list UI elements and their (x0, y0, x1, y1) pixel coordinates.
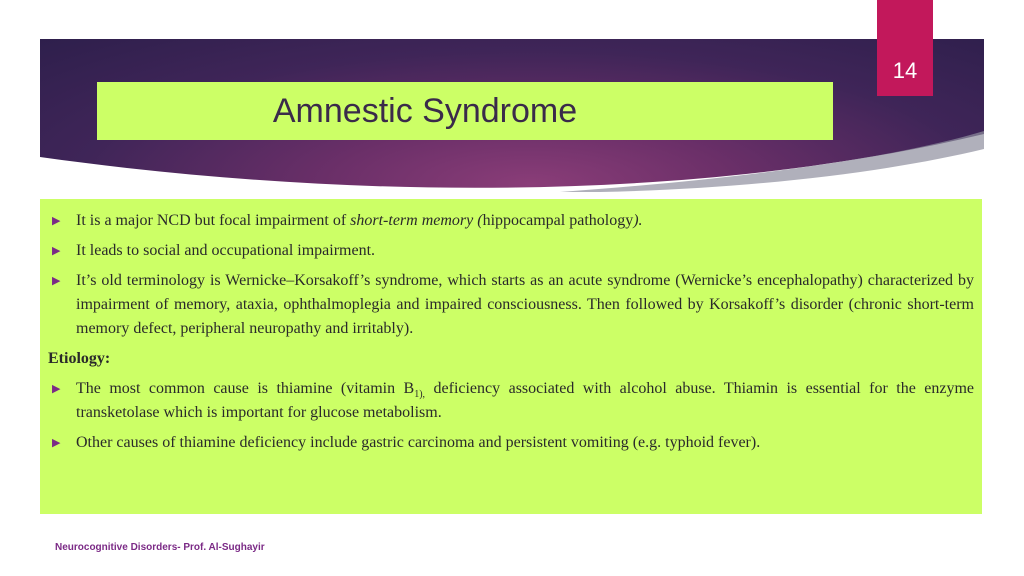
content-panel (40, 199, 982, 514)
bullet-text: It leads to social and occupational impairment. (76, 242, 376, 259)
bullet-text: It is a major NCD but focal impairment of short-term memory (hippocampal pathology). (76, 212, 643, 229)
bullet-item (48, 377, 974, 425)
bullet-text: Other causes of thiamine deficiency include gastric carcinoma and persistent vomiting (e.g. typhoid fever). (76, 434, 761, 451)
slide-number-text: 14 (892, 58, 918, 83)
triangle-right-icon: ▶ (52, 437, 61, 449)
triangle-right-icon: ▶ (52, 275, 61, 287)
bullet-item (48, 269, 974, 341)
title-box (97, 82, 833, 140)
bullet-item (48, 431, 974, 455)
bullet-item (48, 239, 974, 263)
slide-title: Amnestic Syndrome (272, 91, 578, 130)
triangle-right-icon: ▶ (52, 383, 61, 395)
bullet-item (48, 209, 974, 233)
bullet-text: It’s old terminology is Wernicke–Korsakoff’s syndrome, which starts as an acute syndrome (Wernicke’s encephalopathy) characterized by impairment of memory, ataxia, ophthalmoplegia and impaired consciousness. Then followed by Korsakoff’s disorder (chronic short-term memory defect, peripheral neuropathy and irritably). (76, 272, 974, 337)
triangle-right-icon: ▶ (52, 215, 61, 227)
slide-number (877, 0, 933, 96)
bullet-text: The most common cause is thiamine (vitamin $B_{1),}$ deficiency associated with alcohol abuse. Thiamin is essential for the enzyme transketolase which is important for glucose metabolism. (76, 380, 975, 421)
triangle-right-icon: ▶ (52, 245, 61, 257)
etiology-heading: Etiology: (48, 350, 111, 367)
footer-text: Neurocognitive Disorders- Prof. Al-Sughayir (55, 542, 265, 553)
